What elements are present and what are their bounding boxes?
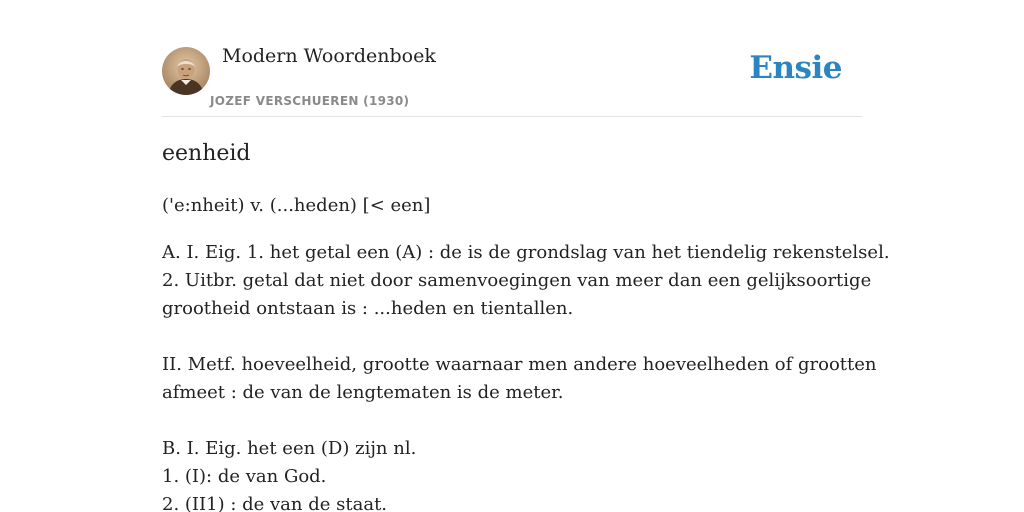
definition-line — [162, 407, 862, 435]
definition-line: 2. (II1) : de van de staat. — [162, 494, 388, 512]
definition-line — [162, 323, 862, 351]
definition-line: A. I. Eig. 1. het getal een (A) : de is de grondslag van het tiendelig rekenstelsel. — [162, 242, 890, 263]
definition-line: B. I. Eig. het een (D) zijn nl. — [162, 438, 417, 459]
definition-line: 2. Uitbr. getal dat niet door samenvoegingen van meer dan een gelijksoortige — [162, 270, 872, 291]
header — [162, 0, 862, 117]
definition-line: afmeet : de van de lengtematen is de meter. — [162, 382, 564, 403]
headword: eenheid — [162, 141, 251, 166]
author-portrait-icon — [162, 47, 210, 95]
entry — [162, 138, 890, 512]
author-name[interactable]: JOZEF VERSCHUEREN (1930) — [210, 94, 410, 108]
definition-line: II. Metf. hoeveelheid, grootte waarnaar men andere hoeveelheden of grootten — [162, 354, 877, 375]
dictionary-title[interactable]: Modern Woordenboek — [222, 45, 436, 67]
site-logo[interactable]: Ensie — [749, 50, 842, 86]
definition-line: grootheid ontstaan is : ...heden en tientallen. — [162, 298, 574, 319]
definition-line: 1. (I): de van God. — [162, 466, 327, 487]
author-avatar[interactable] — [162, 47, 210, 95]
pronunciation: ('e:nheit) v. (...heden) [< een] — [162, 195, 431, 216]
definition — [162, 239, 890, 512]
